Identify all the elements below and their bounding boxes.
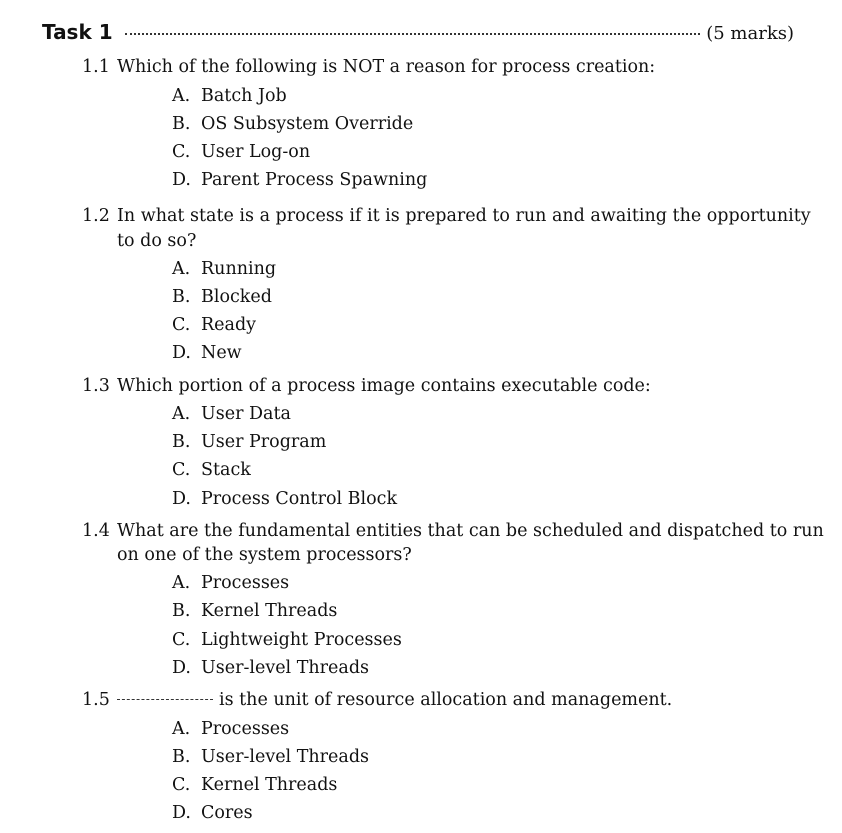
option-1-1-a: A. Batch Job — [172, 86, 287, 106]
question-1-1 — [82, 55, 655, 79]
option-1-3-d: D. Process Control Block — [172, 489, 398, 509]
question-text-continued: to do so? — [117, 231, 197, 251]
question-number: 1.5 — [82, 690, 110, 710]
option-1-1-c: C. User Log-on — [172, 142, 311, 162]
question-text: Which of the following is NOT a reason for process creation: — [117, 57, 656, 77]
option-1-4-c: C. Lightweight Processes — [172, 630, 402, 650]
question-1-4 — [82, 519, 824, 543]
question-1-3 — [82, 374, 651, 398]
option-1-2-a: A. Running — [172, 259, 277, 279]
question-text: In what state is a process if it is prepared to run and awaiting the opportunity — [117, 206, 811, 226]
task-marks: (5 marks) — [706, 23, 794, 44]
option-1-1-d: D. Parent Process Spawning — [172, 170, 428, 190]
option-1-5-d: D. Cores — [172, 803, 253, 823]
option-1-3-a: A. User Data — [172, 404, 291, 424]
question-number: 1.4 — [82, 521, 110, 541]
dot-leader — [125, 32, 701, 35]
answer-blank — [117, 698, 213, 700]
option-1-4-b: B. Kernel Threads — [172, 601, 338, 621]
option-1-4-a: A. Processes — [172, 573, 290, 593]
question-text-continued: on one of the system processors? — [117, 545, 412, 565]
option-1-3-b: B. User Program — [172, 432, 327, 452]
question-number: 1.3 — [82, 376, 110, 396]
question-text: What are the fundamental entities that can be scheduled and dispatched to run — [117, 521, 824, 541]
task-header — [42, 20, 794, 50]
option-1-2-c: C. Ready — [172, 315, 257, 335]
option-1-4-d: D. User-level Threads — [172, 658, 370, 678]
option-1-3-c: C. Stack — [172, 460, 251, 480]
question-number: 1.1 — [82, 57, 110, 77]
option-1-5-b: B. User-level Threads — [172, 747, 370, 767]
question-number: 1.2 — [82, 206, 110, 226]
question-text: Which portion of a process image contains executable code: — [117, 376, 651, 396]
option-1-5-c: C. Kernel Threads — [172, 775, 338, 795]
question-text: is the unit of resource allocation and management. — [219, 690, 673, 710]
question-1-2 — [82, 204, 811, 228]
option-1-2-b: B. Blocked — [172, 287, 272, 307]
question-1-5 — [82, 688, 672, 712]
option-1-1-b: B. OS Subsystem Override — [172, 114, 414, 134]
task-title: Task 1 — [42, 20, 113, 44]
option-1-2-d: D. New — [172, 343, 242, 363]
option-1-5-a: A. Processes — [172, 719, 290, 739]
